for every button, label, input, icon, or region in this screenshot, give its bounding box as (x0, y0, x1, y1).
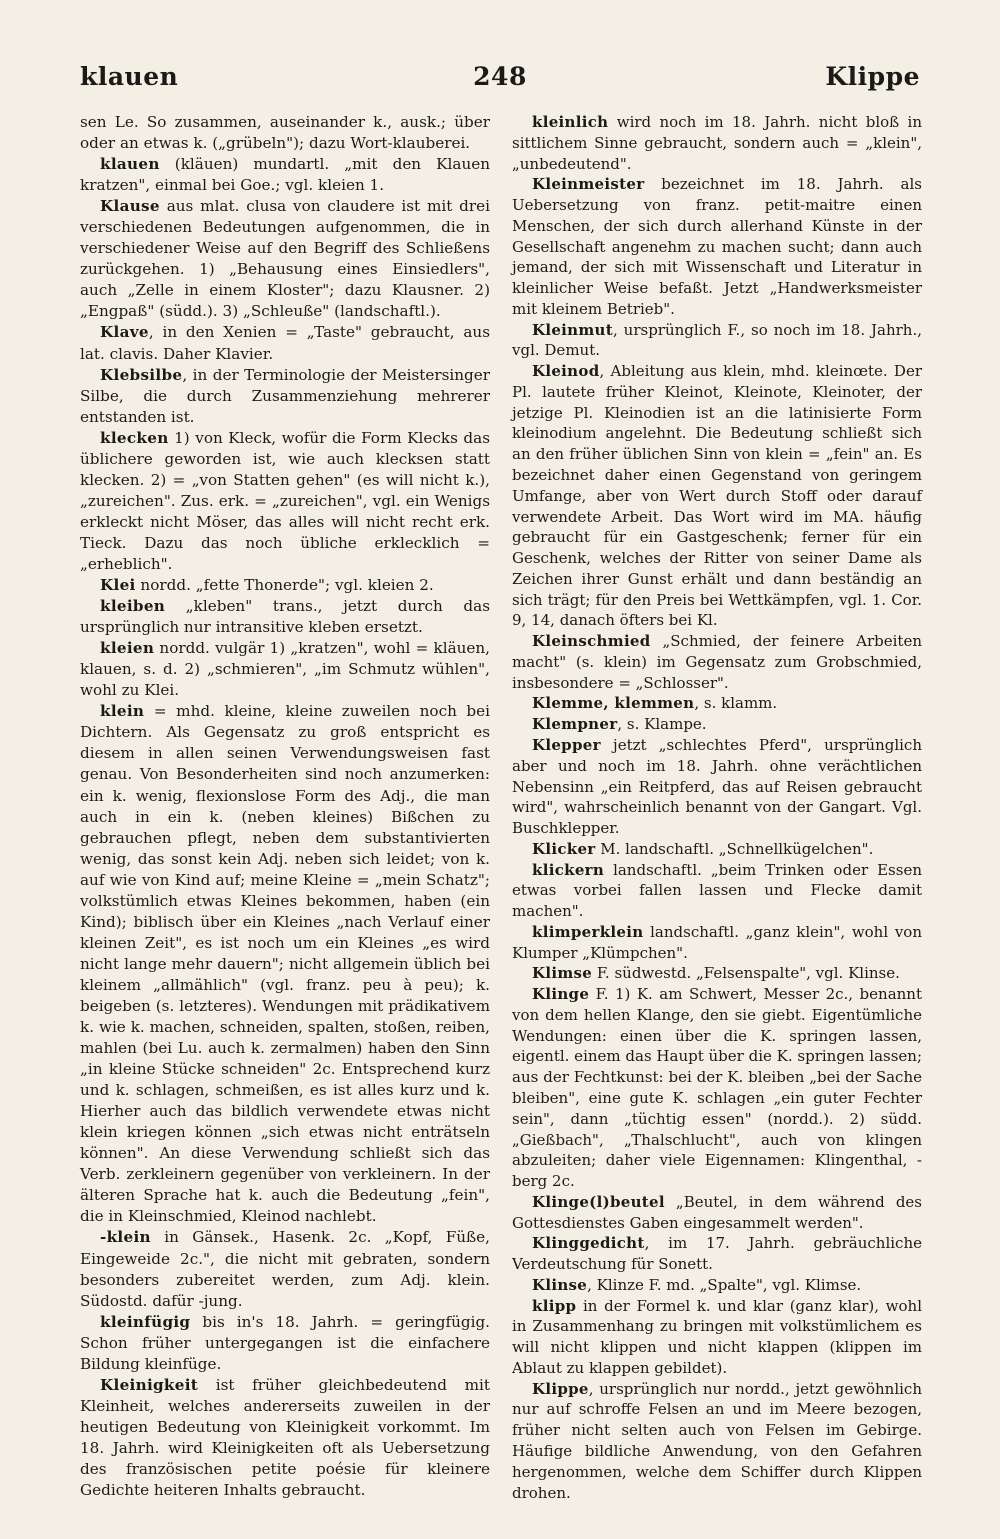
dictionary-entry (80, 1312, 490, 1375)
entry-text: (kläuen) mundartl. „mit den Klauen kratzen", einmal bei Goe.; vgl. kleien 1. (80, 155, 490, 195)
entry-text: F. 1) K. am Schwert, Messer 2c., benannt von dem hellen Klange, den sie giebt. Eigentümliche Wendungen: einen über die K. springen lassen, eigentl. einem das Haupt über die K. springen lassen; aus der Fechtkunst: bei der K. bleiben „bei der Sache bleiben", eine gute K. schlagen „ein guter Fechter sein", dann „tüchtig essen" (nordd.). 2) südd. „Gießbach", „Thalschlucht", auch von klingen abzuleiten; daher viele Eigennamen: Klingenthal, -berg 2c. (512, 985, 922, 1191)
dictionary-entry (80, 596, 490, 638)
entry-text: in Gänsek., Hasenk. 2c. „Kopf, Füße, Eingeweide 2c.", die nicht mit gebraten, sondern besonders zubereitet werden, zum Adj. klein. Südostd. dafür -jung. (80, 1228, 490, 1310)
entry-text: , Ableitung aus klein, mhd. kleinœte. Der Pl. lautete früher Kleinot, Kleinote, Kleinoter, der jetzige Pl. Kleinodien ist an die latinisierte Form kleinodium angelehnt. Die Bedeutung schließt sich an den früher üblichen Sinn von klein = „fein" an. Es bezeichnet daher einen Gegenstand von geringem Umfange, aber von Wert durch Stoff oder darauf verwendete Arbeit. Das Wort wird im MA. häufig gebraucht für ein Gastgeschenk; ferner für ein Geschenk, welches der Ritter von seiner Dame als Zeichen ihrer Gunst erhält und dann beständig an sich trägt; für den Preis bei Wettkämpfen, vgl. 1. Cor. 9, 14, danach öfters bei Kl. (512, 362, 922, 630)
entry-headword: Kleinschmied (532, 632, 651, 651)
entry-text: nordd. vulgär 1) „kratzen", wohl = kläuen, klauen, s. d. 2) „schmieren", „im Schmutz wühlen", wohl zu Klei. (80, 639, 490, 700)
dictionary-entry (512, 984, 922, 1192)
dictionary-entry (512, 1233, 922, 1275)
entry-text: 1) von Kleck, wofür die Form Klecks das üblichere geworden ist, wie auch klecksen statt klecken. 2) = „von Statten gehen" (es will nicht k.), „zureichen". Zus. erk. = „zureichen", vgl. ein Wenigs erkleckt nicht Möser, das alles will nicht recht erk. Tieck. Dazu das noch übliche erklecklich = „erheblich". (80, 428, 490, 573)
entry-headword: Kleinmeister (532, 175, 645, 194)
entry-headword: klauen (100, 155, 160, 174)
entry-headword: Klave (100, 323, 149, 342)
entry-headword: Klinge(l)beutel (532, 1192, 665, 1211)
entry-headword: Kleinigkeit (100, 1375, 199, 1394)
entry-headword: Klebsilbe (100, 365, 183, 384)
entry-text: , in der Terminologie der Meistersinger Silbe, die durch Zusammenziehung mehrerer entstanden ist. (80, 365, 490, 426)
entry-text: jetzt „schlechtes Pferd", ursprünglich aber und noch im 18. Jahrh. ohne verächtlichen Nebensinn „ein Reitpferd, das auf Reisen gebraucht wird", wahrscheinlich benannt von der Gangart. Vgl. Buschklepper. (512, 735, 922, 838)
entry-headword: klipp (532, 1296, 577, 1315)
entry-text: in der Formel k. und klar (ganz klar), wohl in Zusammenhang zu bringen mit volkstümlichem es will nicht klippen und nicht klappen (klippen im Ablaut zu klappen gebildet). (512, 1296, 922, 1377)
dictionary-entry (512, 112, 922, 174)
entry-headword: Klinse (532, 1275, 588, 1294)
right-column (512, 112, 922, 1503)
dictionary-entry (512, 361, 922, 631)
entry-text: M. landschaftl. „Schnellkügelchen". (595, 839, 874, 858)
entry-headword: Klinggedicht (532, 1234, 645, 1253)
dictionary-entry (512, 963, 922, 984)
entry-text: nordd. „fette Thonerde"; vgl. kleien 2. (135, 576, 434, 595)
entry-headword: Klicker (532, 839, 596, 858)
entry-headword: klein (100, 702, 145, 721)
dictionary-entry (512, 839, 922, 860)
entry-headword: kleiben (100, 597, 166, 616)
dictionary-entry (512, 860, 922, 922)
dictionary-entry (80, 365, 490, 428)
entry-text: bis in's 18. Jahrh. = geringfügig. Schon früher untergegangen ist die einfachere Bildung kleinfüge. (80, 1312, 490, 1373)
dictionary-entry (80, 196, 490, 322)
entry-headword: kleien (100, 639, 155, 658)
dictionary-entry (80, 112, 490, 154)
entry-text: „kleben" trans., jetzt durch das ursprünglich nur intransitive kleben ersetzt. (80, 597, 490, 637)
dictionary-entry (512, 735, 922, 839)
entry-headword: Klause (100, 197, 160, 216)
entry-text: , s. Klampe. (617, 715, 707, 734)
entry-text: bezeichnet im 18. Jahrh. als Uebersetzung von franz. petit-maitre einen Menschen, der sich durch allerhand Künste in der Gesellschaft angenehm zu machen sucht; dann auch jemand, der sich mit Wissenschaft und Literatur in kleinlicher Weise befaßt. Jetzt „Handwerksmeister mit kleinem Betrieb". (512, 175, 922, 318)
entry-headword: kleinfügig (100, 1312, 191, 1331)
dictionary-entry (80, 1375, 490, 1501)
dictionary-entry (80, 701, 490, 1227)
entry-headword: klecken (100, 428, 169, 447)
entry-text: , im 17. Jahrh. gebräuchliche Verdeutschung für Sonett. (512, 1234, 922, 1274)
entry-headword: Klippe (532, 1379, 589, 1398)
dictionary-entry (80, 322, 490, 364)
entry-text: „Schmied, der feinere Arbeiten macht" (s. klein) im Gegensatz zum Grobschmied, insbesondere = „Schlosser". (512, 632, 922, 692)
entry-headword: Klinge (532, 985, 590, 1004)
left-column (80, 112, 490, 1501)
page-header (80, 62, 920, 96)
entry-headword: Klempner (532, 715, 618, 734)
dictionary-entry (80, 428, 490, 575)
entry-headword: Klepper (532, 735, 601, 754)
entry-text: F. südwestd. „Felsenspalte", vgl. Klinse. (592, 964, 900, 983)
dictionary-entry (512, 922, 922, 964)
entry-headword: kleinlich (532, 113, 609, 131)
dictionary-entry (512, 631, 922, 693)
page-number: 248 (473, 62, 527, 91)
dictionary-entry (512, 1192, 922, 1234)
entry-text: landschaftl. „beim Trinken oder Essen etwas vorbei fallen lassen und Flecke damit machen". (512, 860, 922, 921)
entry-headword: klimperklein (532, 922, 644, 941)
dictionary-entry (80, 1227, 490, 1311)
entry-headword: Klei (100, 576, 136, 595)
entry-text: aus mlat. clusa von claudere ist mit drei verschiedenen Bedeutungen aufgenommen, die in verschiedener Weise auf den Begriff des Schließens zurückgehen. 1) „Behausung eines Einsiedlers", auch „Zelle in einem Kloster"; dazu Klausner. 2) „Engpaß" (südd.). 3) „Schleuße" (landschaftl.). (80, 197, 490, 321)
dictionary-entry (80, 575, 490, 596)
entry-headword: Kleinod (532, 362, 600, 381)
entry-headword: Klemme, klemmen (532, 694, 695, 713)
entry-text: ist früher gleichbedeutend mit Kleinheit, welches andererseits zuweilen in der heutigen Bedeutung von Kleinigkeit vorkommt. Im 18. Jahrh. wird Kleinigkeiten oft als Uebersetzung des französischen petite poésie für kleinere Gedichte heiteren Inhalts gebraucht. (80, 1375, 490, 1500)
entry-text: landschaftl. „ganz klein", wohl von Klumper „Klümpchen". (512, 922, 922, 962)
dictionary-entry (512, 693, 922, 714)
entry-text: „Beutel, in dem während des Gottesdienstes Gaben eingesammelt werden". (512, 1192, 922, 1232)
entry-headword: -klein (100, 1228, 151, 1247)
dictionary-entry (512, 1296, 922, 1379)
entry-headword: Klimse (532, 964, 593, 983)
dictionary-entry (512, 320, 922, 362)
dictionary-entry (80, 154, 490, 196)
dictionary-entry (512, 714, 922, 735)
entry-headword: Kleinmut (532, 320, 613, 339)
entry-text: sen Le. So zusammen, auseinander k., ausk.; über oder an etwas k. („grübeln"); dazu Wort-klauberei. (80, 113, 490, 153)
entry-headword: klickern (532, 860, 605, 879)
entry-text: , s. klamm. (694, 694, 778, 713)
entry-text: , in den Xenien = „Taste" gebraucht, aus lat. clavis. Daher Klavier. (80, 323, 490, 363)
dictionary-entry (512, 1275, 922, 1296)
dictionary-entry (512, 1379, 922, 1504)
entry-text: , Klinze F. md. „Spalte", vgl. Klimse. (587, 1275, 862, 1294)
entry-text: , ursprünglich F., so noch im 18. Jahrh., vgl. Demut. (512, 320, 922, 360)
entry-text: = mhd. kleine, kleine zuweilen noch bei Dichtern. Als Gegensatz zu groß entspricht es diesem in allen seinen Verwendungsweisen fast genau. Von Besonderheiten sind noch anzumerken: ein k. wenig, flexionslose Form des Adj., die man auch in ein k. (neben kleines) Bißchen zu gebrauchen pflegt, neben dem substantivierten wenig, das sonst kein Adj. neben sich leidet; von k. auf wie von Kind auf; meine Kleine = „mein Schatz"; volkstümlich etwas Kleines bekommen, haben (ein Kind); biblisch über ein Kleines „nach Verlauf einer kleinen Zeit", es ist noch um ein Kleines „es wird nicht lange mehr dauern"; nicht allgemein üblich bei kleinem „allmählich" (vgl. franz. peu à peu); k. beigeben (s. letzteres). Wendungen mit prädikativem k. wie k. machen, schneiden, spalten, stoßen, reiben, mahlen (bei Lu. auch k. zermalmen) haben den Sinn „in kleine Stücke schneiden" 2c. Entsprechend kurz und k. schlagen, schmeißen, es ist alles kurz und k. Hierher auch das bildlich verwendete etwas nicht klein kriegen können „sich etwas nicht enträtseln können". An diese Verwendung schließt sich das Verb. zerkleinern gegenüber von verkleinern. In der älteren Sprache hat k. auch die Bedeutung „fein", die in Kleinschmied, Kleinod nachlebt. (80, 702, 490, 1226)
entry-text: wird noch im 18. Jahrh. nicht bloß in sittlichem Sinne gebraucht, sondern auch = „klein", „unbedeutend". (512, 113, 922, 173)
entry-text: , ursprünglich nur nordd., jetzt gewöhnlich nur auf schroffe Felsen an und im Meere bezogen, früher nicht selten auch von Felsen im Gebirge. Häufige bildliche Anwendung, von den Gefahren hergenommen, welche dem Schiffer durch Klippen drohen. (512, 1379, 922, 1502)
header-left-catchword: klauen (80, 62, 179, 91)
dictionary-entry (80, 638, 490, 701)
header-right-catchword: Klippe (825, 62, 920, 91)
dictionary-entry (512, 174, 922, 319)
